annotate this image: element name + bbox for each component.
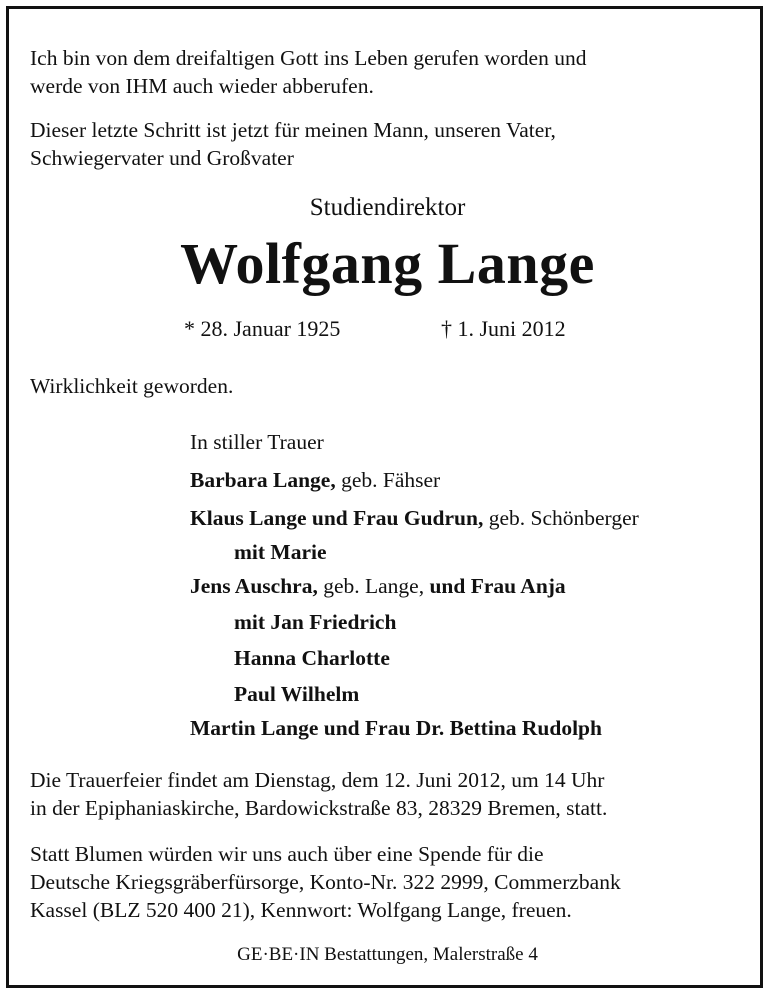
reality-line: Wirklichkeit geworden. <box>30 374 234 398</box>
intro-line-1: Ich bin von dem dreifaltigen Gott ins Leben gerufen worden und <box>30 46 587 70</box>
birth-date: * 28. Januar 1925 <box>184 316 341 341</box>
mourner-jens <box>190 572 566 600</box>
intro-line-2: werde von IHM auch wieder abberufen. <box>30 74 374 98</box>
mourner-klaus <box>190 504 639 532</box>
service-line-1: Die Trauerfeier findet am Dienstag, dem 12. Juni 2012, um 14 Uhr <box>30 768 605 792</box>
mourner-barbara <box>190 466 440 494</box>
mourner-klaus-child: mit Marie <box>234 540 327 564</box>
mourner-barbara-name: Barbara Lange, <box>190 468 336 492</box>
intro-line-4: Schwiegervater und Großvater <box>30 146 294 170</box>
mourner-jens-maiden: geb. Lange, <box>317 574 430 598</box>
death-date: † 1. Juni 2012 <box>441 316 566 341</box>
mourner-jens-child-2: Hanna Charlotte <box>234 646 390 670</box>
deceased-title: Studiendirektor <box>309 194 466 221</box>
mourner-jens-child-1: mit Jan Friedrich <box>234 610 397 634</box>
mourner-jens-child-3: Paul Wilhelm <box>234 682 360 706</box>
intro-line-3: Dieser letzte Schritt ist jetzt für meinen Mann, unseren Vater, <box>30 118 556 142</box>
funeral-home: GE·BE·IN Bestattungen, Malerstraße 4 <box>237 944 538 965</box>
deceased-name: Wolfgang Lange <box>180 231 595 296</box>
service-line-2: in der Epiphaniaskirche, Bardowickstraße 83, 28329 Bremen, statt. <box>30 796 608 820</box>
mourner-klaus-maiden: geb. Schönberger <box>483 506 639 530</box>
donation-line-3: Kassel (BLZ 520 400 21), Kennwort: Wolfgang Lange, freuen. <box>30 898 572 922</box>
mourners-heading: In stiller Trauer <box>190 430 324 454</box>
mourner-jens-wife: und Frau Anja <box>429 574 566 598</box>
donation-line-2: Deutsche Kriegsgräberfürsorge, Konto-Nr. 322 2999, Commerzbank <box>30 870 621 894</box>
mourner-martin: Martin Lange und Frau Dr. Bettina Rudolph <box>190 716 602 740</box>
mourner-jens-name: Jens Auschra, <box>190 574 318 598</box>
donation-line-1: Statt Blumen würden wir uns auch über eine Spende für die <box>30 842 544 866</box>
mourner-barbara-maiden: geb. Fähser <box>335 468 441 492</box>
mourner-klaus-name: Klaus Lange und Frau Gudrun, <box>190 506 484 530</box>
